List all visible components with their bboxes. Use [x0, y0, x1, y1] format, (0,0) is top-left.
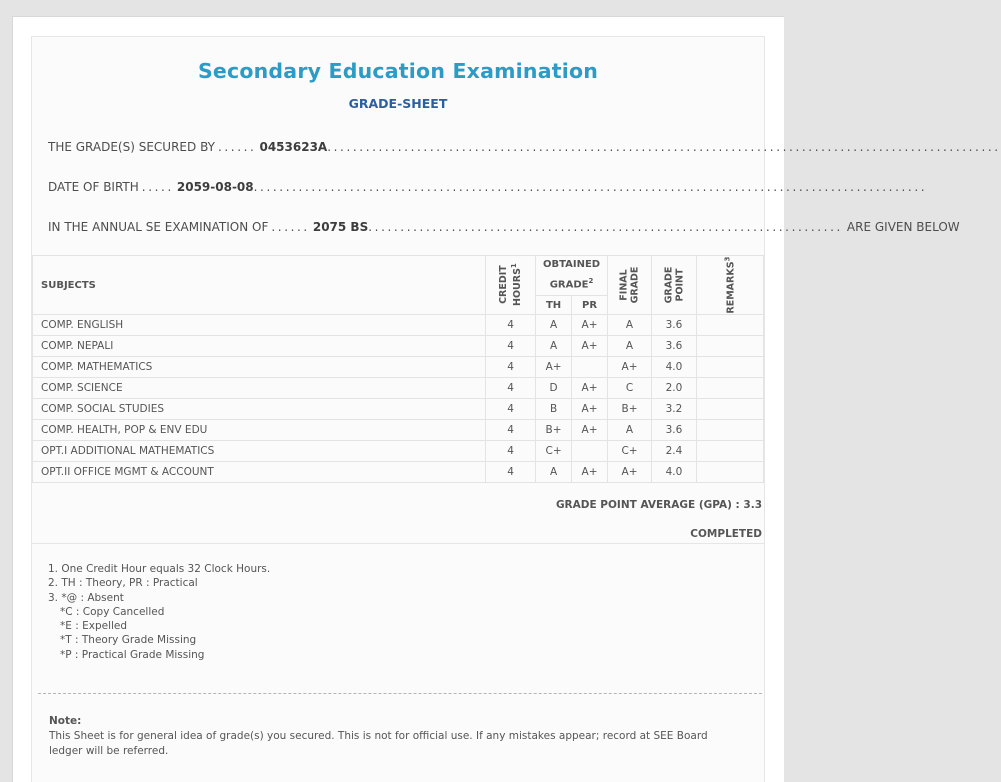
- dob-line: DATE OF BIRTH ..... 2059-08-08 .........................................................................................................: [48, 180, 928, 194]
- exam-year: 2075 BS: [312, 220, 369, 234]
- pr-header: PR: [572, 296, 608, 315]
- grade-point-header: GRADE POINT: [652, 256, 697, 315]
- note-text: This Sheet is for general idea of grade(s) you secured. This is not for official use. If any mistakes appear; record at SEE Board ledger will be referred.: [49, 730, 708, 757]
- credit-hours-header: CREDIT HOURS$^1$: [486, 256, 536, 315]
- footnotes: [48, 562, 270, 662]
- table-row: COMP. ENGLISH 4 A A+ A 3.6: [33, 315, 764, 336]
- footnote-item: *E : Expelled: [60, 620, 128, 633]
- th-header: TH: [536, 296, 572, 315]
- secured-by-label: THE GRADE(S) SECURED BY: [48, 140, 215, 154]
- dob-label: DATE OF BIRTH: [48, 180, 139, 194]
- exam-line: IN THE ANNUAL SE EXAMINATION OF ...... 2075 BS .......................................................................... ARE GIVEN BELOW: [48, 220, 960, 234]
- remarks-header: REMARKS$^3$: [696, 256, 763, 315]
- obtained-grade-header: OBTAINED GRADE$^2$: [536, 256, 608, 296]
- note-heading: Note:: [49, 715, 82, 727]
- footnote-item: *T : Theory Grade Missing: [60, 634, 197, 647]
- table-row: COMP. HEALTH, POP & ENV EDU 4 B+ A+ A 3.6: [33, 420, 764, 441]
- symbol-number: 0453623A: [259, 140, 328, 154]
- footnote-item: *C : Copy Cancelled: [60, 605, 165, 618]
- grades-table: [32, 255, 764, 483]
- divider: [32, 543, 764, 544]
- result-status: COMPLETED: [690, 528, 762, 540]
- sheet-subtitle: GRADE-SHEET: [348, 96, 448, 111]
- exam-title: Secondary Education Examination: [197, 59, 599, 83]
- table-row: COMP. MATHEMATICS 4 A+ A+ 4.0: [33, 357, 764, 378]
- footnote-item: 3. *@ : Absent: [48, 591, 124, 604]
- subjects-header: SUBJECTS: [33, 256, 486, 315]
- final-grade-header: FINAL GRADE: [608, 256, 652, 315]
- grade-sheet: [31, 36, 1001, 782]
- table-row: COMP. SOCIAL STUDIES 4 B A+ B+ 3.2: [33, 399, 764, 420]
- footnote-item: 2. TH : Theory, PR : Practical: [48, 577, 198, 590]
- exam-suffix: ARE GIVEN BELOW: [846, 220, 960, 234]
- footnote-item: 1. One Credit Hour equals 32 Clock Hours.: [48, 563, 271, 575]
- dob-value: 2059-08-08: [176, 180, 254, 194]
- secured-by-line: THE GRADE(S) SECURED BY ...... 0453623A .........................................................................................................: [48, 140, 1001, 154]
- footnote-item: *P : Practical Grade Missing: [60, 648, 205, 661]
- dashed-divider: [38, 693, 762, 694]
- table-row: OPT.II OFFICE MGMT & ACCOUNT 4 A A+ A+ 4.0: [33, 462, 764, 483]
- gpa-summary: GRADE POINT AVERAGE (GPA) : 3.3: [555, 499, 762, 511]
- table-row: COMP. NEPALI 4 A A+ A 3.6: [33, 336, 764, 357]
- table-row: COMP. SCIENCE 4 D A+ C 2.0: [33, 378, 764, 399]
- exam-label: IN THE ANNUAL SE EXAMINATION OF: [48, 220, 269, 234]
- table-row: OPT.I ADDITIONAL MATHEMATICS 4 C+ C+ 2.4: [33, 441, 764, 462]
